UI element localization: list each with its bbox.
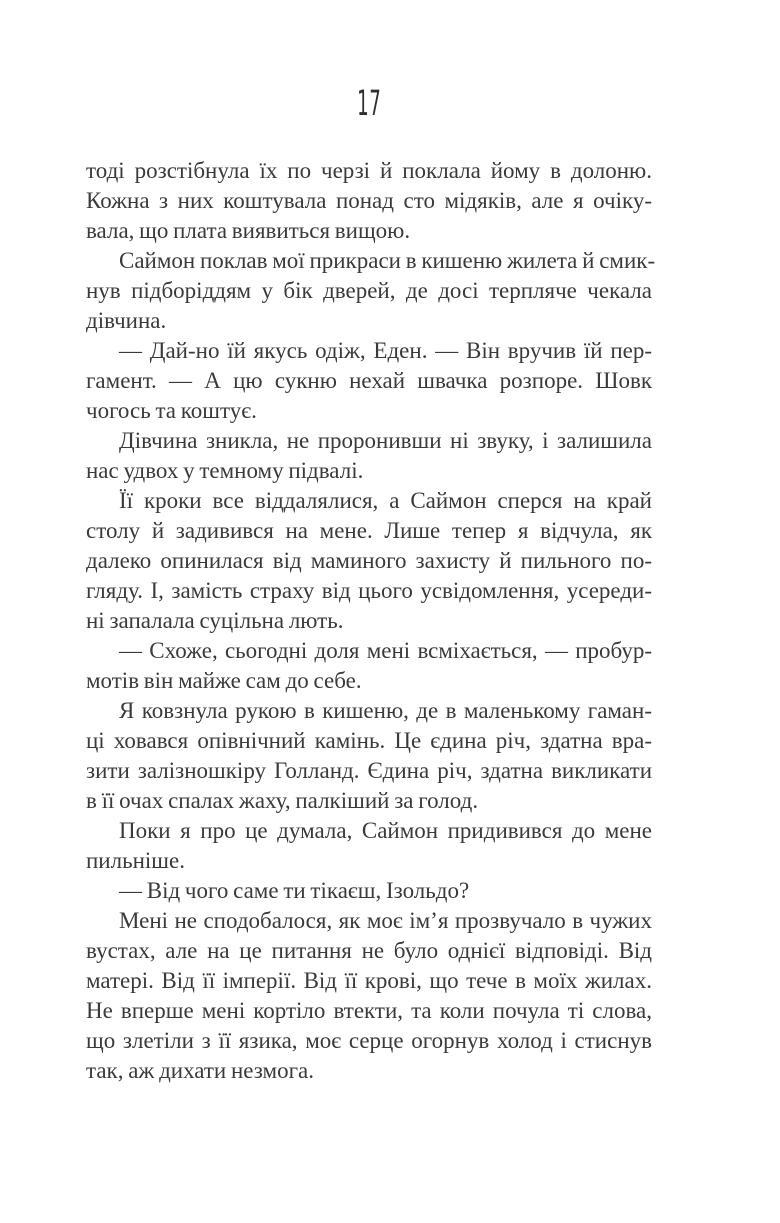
text-line: далеко опинилася від маминого захисту й пильного по- (86, 548, 652, 573)
text-line: гляду. І, замість страху від цього усвідомлення, усереди- (86, 578, 652, 603)
text-line: — Від чого саме ти тікаєш, Ізольдо? (119, 878, 470, 903)
paragraph (86, 876, 652, 906)
text-line: пильніше. (86, 848, 185, 873)
text-line: Дівчина зникла, не проронивши ні звуку, і залишила (119, 428, 652, 453)
text-line: тоді розстібнула їх по черзі й поклала йому в долоню. (86, 158, 652, 183)
paragraph (86, 336, 652, 426)
text-line: Кожна з них коштувала понад сто мідяків, але я очіку- (86, 188, 652, 213)
paragraph (86, 636, 652, 696)
text-line: — Дай-но їй якусь одіж, Еден. — Він вручив їй пер- (119, 338, 652, 363)
page-text-block (86, 156, 656, 1086)
text-line: чогось та коштує. (86, 398, 257, 423)
text-line: зити залізношкіру Голланд. Єдина річ, здатна викликати (86, 758, 652, 783)
paragraph (86, 906, 652, 1086)
text-line: столу й задивився на мене. Лише тепер я відчула, як (86, 518, 652, 543)
text-line: Я ковзнула рукою в кишеню, де в маленькому гаман- (119, 698, 652, 723)
text-line: Мені не сподобалося, як моє ім’я прозвучало в чужих (119, 908, 652, 933)
text-line: Її кроки все віддалялися, а Саймон сперся на край (119, 488, 652, 513)
text-line: ці ховався опівнічний камінь. Це єдина річ, здатна вра- (86, 728, 652, 753)
text-line: мотів він майже сам до себе. (86, 668, 362, 693)
paragraph (86, 696, 652, 816)
text-line: дівчина. (86, 308, 167, 333)
paragraph (86, 426, 652, 486)
paragraph (86, 246, 656, 336)
text-line: що злетіли з її язика, моє серце огорнув холод і стиснув (86, 1028, 652, 1053)
text-line: — Схоже, сьогодні доля мені всміхається, — пробур- (119, 638, 652, 663)
text-line: так, аж дихати незмога. (86, 1058, 314, 1083)
text-line: вустах, але на це питання не було однієї відповіді. Від (86, 938, 652, 963)
text-line: Саймон поклав мої прикраси в кишеню жилета й смик- (119, 248, 656, 273)
page-number: 17 (356, 84, 382, 124)
text-line: гамент. — А цю сукню нехай швачка розпоре. Шовк (86, 368, 652, 393)
text-line: Не вперше мені кортіло втекти, та коли почула ті слова, (86, 998, 652, 1023)
text-line: нув підборіддям у бік дверей, де досі терпляче чекала (86, 278, 652, 303)
paragraph (86, 486, 652, 636)
page-header (86, 86, 652, 122)
paragraph (86, 816, 652, 876)
text-line: в її очах спалах жаху, палкіший за голод. (86, 788, 479, 813)
text-line: нас удвох у темному підвалі. (86, 458, 364, 483)
text-line: вала, що плата виявиться вищою. (86, 218, 411, 243)
text-line: матері. Від її імперії. Від її крові, що тече в моїх жилах. (86, 968, 652, 993)
text-line: Поки я про це думала, Саймон придивився до мене (119, 818, 652, 843)
paragraph (86, 156, 652, 246)
text-line: ні запалала суцільна лють. (86, 608, 344, 633)
